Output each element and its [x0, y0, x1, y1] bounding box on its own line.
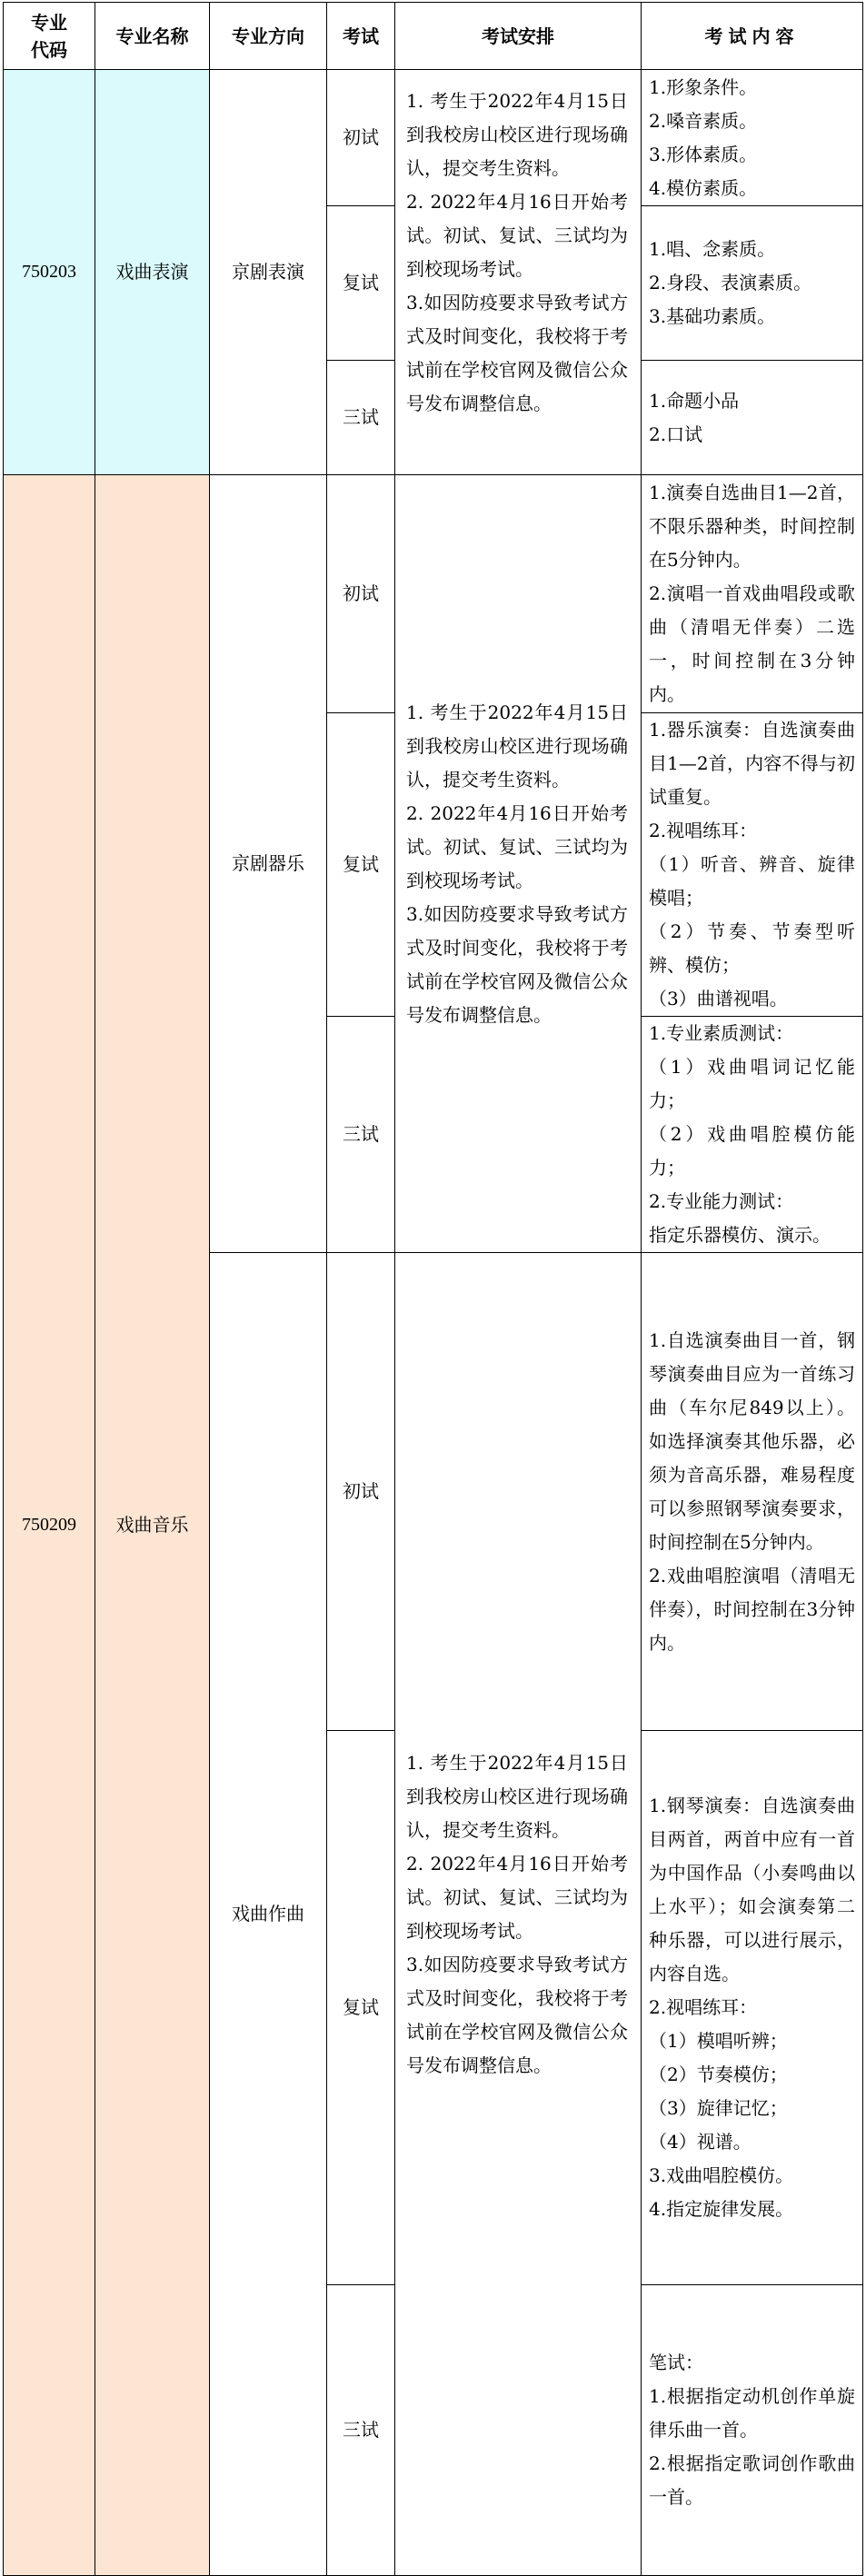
content-item: 4.模仿素质。 — [649, 176, 758, 199]
exam-content — [642, 70, 863, 206]
major-name: 戏曲表演 — [95, 70, 210, 475]
content-item: （1）听音、辨音、旋律模唱； — [649, 853, 855, 909]
header-exam: 考试 — [327, 3, 395, 70]
content-item: 1.形象条件。 — [649, 75, 758, 98]
exam-arrangement — [395, 475, 642, 1253]
content-item: 2.视唱练耳： — [649, 1996, 758, 2018]
arrangement-item: 2. 2022年4月16日开始考试。初试、复试、三试均为到校现场考试。 — [406, 801, 628, 891]
content-item: 2.根据指定歌词创作歌曲一首。 — [649, 2452, 855, 2508]
exam-content — [642, 2285, 863, 2576]
major-code: 750209 — [4, 475, 95, 2576]
header-direction: 专业方向 — [210, 3, 327, 70]
exam-round: 复试 — [327, 1731, 395, 2285]
content-item: （3）曲谱视唱。 — [649, 988, 788, 1010]
content-item: 1.钢琴演奏：自选演奏曲目两首，两首中应有一首为中国作品（小奏鸣曲以上水平）；如会演奏第二种乐器，可以进行展示，内容自选。 — [649, 1795, 855, 1984]
content-item: 4.指定旋律发展。 — [649, 2198, 794, 2220]
content-item: （1）戏曲唱词记忆能力； — [649, 1056, 855, 1111]
content-item: 1.自选演奏曲目一首，钢琴演奏曲目应为一首练习曲（车尔尼849以上）。如选择演奏其他乐器，必须为音高乐器，难易程度可以参照钢琴演奏要求，时间控制在5分钟内。 — [649, 1328, 855, 1553]
header-arrangement: 考试安排 — [395, 3, 642, 70]
content-item: 2.专业能力测试： — [649, 1190, 794, 1212]
content-item: 指定乐器模仿、演示。 — [649, 1224, 831, 1246]
content-item: 1.唱、念素质。 — [649, 238, 776, 260]
content-item: （2）节奏、节奏型听辨、模仿； — [649, 920, 855, 976]
exam-content — [642, 206, 863, 361]
arrangement-item: 2. 2022年4月16日开始考试。初试、复试、三试均为到校现场考试。 — [406, 1852, 628, 1942]
content-item: （3）旋律记忆； — [649, 2097, 788, 2119]
content-item: （2）戏曲唱腔模仿能力； — [649, 1123, 855, 1179]
content-item: 3.形体素质。 — [649, 143, 758, 165]
content-item: 2.身段、表演素质。 — [649, 272, 812, 293]
exam-round: 三试 — [327, 2285, 395, 2576]
exam-round: 初试 — [327, 475, 395, 713]
exam-content — [642, 713, 863, 1017]
exam-content — [642, 1731, 863, 2285]
header-code: 专业代码 — [4, 3, 95, 70]
arrangement-item: 1. 考生于2022年4月15日到我校房山校区进行现场确认，提交考生资料。 — [406, 90, 628, 179]
content-item: 1.器乐演奏：自选演奏曲目1—2首，内容不得与初试重复。 — [649, 719, 855, 808]
major-direction: 京剧器乐 — [210, 475, 327, 1253]
content-item: （1）模唱听辨； — [649, 2030, 788, 2052]
major-direction: 戏曲作曲 — [210, 1253, 327, 2576]
content-item: 2.口试 — [649, 423, 703, 445]
content-item: 1.演奏自选曲目1—2首，不限乐器种类，时间控制在5分钟内。 — [649, 482, 855, 571]
content-item: 2.嗓音素质。 — [649, 109, 758, 132]
content-item: 2.戏曲唱腔演唱（清唱无伴奏），时间控制在3分钟内。 — [649, 1564, 855, 1654]
exam-round: 初试 — [327, 70, 395, 206]
content-item: （4）视谱。 — [649, 2131, 752, 2153]
exam-arrangement — [395, 70, 642, 475]
content-item: 1.命题小品 — [649, 389, 740, 412]
content-item: 2.演唱一首戏曲唱段或歌曲（清唱无伴奏）二选一，时间控制在3分钟内。 — [649, 582, 855, 705]
arrangement-item: 3.如因防疫要求导致考试方式及时间变化，我校将于考试前在学校官网及微信公众号发布调整信息。 — [406, 1953, 628, 2076]
table-row — [4, 70, 863, 206]
content-item: （2）节奏模仿； — [649, 2064, 788, 2085]
exam-arrangement — [395, 1253, 642, 2576]
arrangement-item: 1. 考生于2022年4月15日到我校房山校区进行现场确认，提交考生资料。 — [406, 701, 628, 791]
exam-schedule-table — [3, 2, 863, 2576]
arrangement-item: 3.如因防疫要求导致考试方式及时间变化，我校将于考试前在学校官网及微信公众号发布调整信息。 — [406, 902, 628, 1026]
table-row — [4, 475, 863, 713]
header-row — [4, 3, 863, 70]
exam-round: 三试 — [327, 361, 395, 475]
exam-content — [642, 361, 863, 475]
exam-content — [642, 1017, 863, 1253]
arrangement-item: 1. 考生于2022年4月15日到我校房山校区进行现场确认，提交考生资料。 — [406, 1751, 628, 1841]
exam-content — [642, 475, 863, 713]
exam-round: 三试 — [327, 1017, 395, 1253]
header-content: 考试内容 — [642, 3, 863, 70]
arrangement-item: 2. 2022年4月16日开始考试。初试、复试、三试均为到校现场考试。 — [406, 191, 628, 280]
exam-round: 复试 — [327, 713, 395, 1017]
content-item: 1.专业素质测试： — [649, 1022, 794, 1044]
content-item: 笔试： — [649, 2352, 703, 2373]
major-name: 戏曲音乐 — [95, 475, 210, 2576]
content-item: 3.戏曲唱腔模仿。 — [649, 2164, 794, 2186]
major-direction: 京剧表演 — [210, 70, 327, 475]
arrangement-item: 3.如因防疫要求导致考试方式及时间变化，我校将于考试前在学校官网及微信公众号发布调整信息。 — [406, 292, 628, 414]
exam-content — [642, 1253, 863, 1731]
exam-round: 复试 — [327, 206, 395, 361]
content-item: 3.基础功素质。 — [649, 305, 776, 327]
header-name: 专业名称 — [95, 3, 210, 70]
exam-round: 初试 — [327, 1253, 395, 1731]
content-item: 2.视唱练耳： — [649, 820, 758, 841]
content-item: 1.根据指定动机创作单旋律乐曲一首。 — [649, 2385, 855, 2441]
major-code: 750203 — [4, 70, 95, 475]
